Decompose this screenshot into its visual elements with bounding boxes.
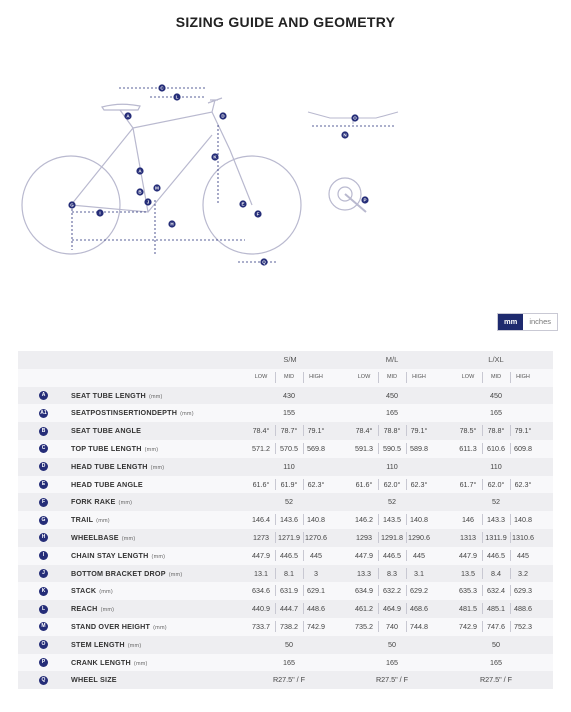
table-cell: 629.1: [307, 586, 325, 596]
row-letter-badge: D: [39, 462, 48, 471]
row-unit: (mm): [133, 660, 148, 667]
table-cell: 146: [462, 515, 474, 525]
table-cell: 78.7°: [280, 426, 298, 436]
table-cell: 110: [386, 461, 398, 471]
table-cell: 79.1°: [514, 426, 532, 436]
row-unit: (mm): [153, 624, 167, 631]
row-unit: (mm): [168, 571, 183, 578]
svg-text:O: O: [353, 115, 357, 121]
table-cell: 8.4: [491, 568, 501, 578]
table-cell: 146.4: [252, 515, 270, 525]
table-cell: 143.6: [280, 515, 298, 525]
table-cell: 79.1°: [410, 426, 428, 436]
table-cell: 1271.9: [278, 532, 300, 542]
svg-text:I: I: [99, 210, 101, 216]
table-cell: 140.8: [410, 515, 428, 525]
table-cell: 634.6: [252, 586, 270, 596]
table-cell: 3.1: [414, 568, 424, 578]
row-unit: (mm): [148, 393, 163, 400]
table-cell: 1313: [460, 532, 476, 542]
table-cell: 464.9: [383, 604, 401, 614]
row-letter-badge: G: [39, 516, 48, 525]
table-cell: 447.9: [252, 550, 270, 560]
table-cell: 165: [490, 408, 502, 418]
row-unit: (mm): [150, 464, 165, 471]
table-row: [18, 618, 553, 636]
table-cell: 13.1: [254, 568, 268, 578]
table-row: [18, 636, 553, 654]
table-cell: 609.8: [514, 443, 532, 453]
table-row: [18, 404, 553, 422]
table-cell: 143.3: [487, 515, 505, 525]
position-label: MID: [283, 373, 295, 380]
svg-text:M: M: [155, 185, 159, 191]
row-label-text: BOTTOM BRACKET DROP: [71, 568, 166, 578]
table-cell: 78.8°: [383, 426, 401, 436]
table-cell: 569.8: [307, 443, 325, 453]
table-cell: 629.2: [410, 586, 428, 596]
table-cell: 570.5: [280, 443, 298, 453]
saddle: [102, 104, 140, 110]
table-cell: 485.1: [487, 604, 505, 614]
table-cell: 445: [517, 550, 529, 560]
row-unit: (mm): [121, 535, 136, 542]
row-label-text: CHAIN STAY LENGTH: [71, 550, 149, 560]
position-label: LOW: [254, 373, 268, 380]
row-unit: (mm): [118, 500, 133, 507]
row-label-text: CRANK LENGTH: [71, 657, 131, 667]
table-cell: 78.4°: [252, 426, 270, 436]
row-unit: (mm): [144, 446, 159, 453]
table-cell: 447.9: [355, 550, 373, 560]
table-cell: 78.5°: [459, 426, 477, 436]
table-cell: 445: [413, 550, 425, 560]
table-cell: 110: [490, 461, 502, 471]
table-cell: 446.5: [280, 550, 298, 560]
table-cell: 165: [283, 657, 295, 667]
row-unit: (mm): [99, 589, 113, 596]
table-row: [18, 387, 553, 405]
table-cell: 481.5: [459, 604, 477, 614]
row-letter-badge: L: [39, 605, 48, 614]
table-cell: 446.5: [383, 550, 401, 560]
table-cell: R27.5" / F: [479, 675, 513, 685]
row-label-text: SEATPOSTINSERTIONDEPTH: [71, 408, 178, 418]
table-cell: 165: [386, 657, 398, 667]
row-letter-badge: E: [39, 480, 48, 489]
table-cell: 79.1°: [307, 426, 325, 436]
row-unit: (mm): [180, 411, 194, 418]
table-cell: 590.5: [383, 443, 401, 453]
table-cell: 61.6°: [355, 479, 373, 489]
row-letter-badge: P: [39, 658, 48, 667]
row-label-text: STEM LENGTH: [71, 639, 125, 649]
row-letter-badge: J: [39, 569, 48, 578]
table-cell: 62.3°: [307, 479, 325, 489]
table-cell: 468.6: [410, 604, 428, 614]
table-cell: 450: [490, 390, 502, 400]
row-label-text: REACH: [71, 604, 98, 614]
column-divider: [275, 372, 276, 383]
row-label: [71, 476, 143, 494]
table-cell: 740: [386, 621, 398, 631]
svg-text:B: B: [138, 189, 142, 195]
table-cell: 440.9: [252, 604, 270, 614]
table-cell: 3.2: [518, 568, 528, 578]
row-label: [71, 671, 117, 689]
row-label-text: HEAD TUBE LENGTH: [71, 461, 148, 471]
row-unit: (mm): [151, 553, 166, 560]
row-label-text: WHEEL SIZE: [71, 675, 117, 685]
table-cell: 747.6: [487, 621, 505, 631]
position-label: LOW: [461, 373, 475, 380]
svg-text:G: G: [70, 202, 74, 208]
row-letter-badge: K: [39, 587, 48, 596]
table-cell: 744.8: [410, 621, 428, 631]
svg-text:P: P: [363, 197, 367, 203]
svg-text:K: K: [213, 154, 217, 160]
table-cell: 62.3°: [410, 479, 428, 489]
table-cell: 1273: [253, 532, 269, 542]
table-row: [18, 422, 553, 440]
table-cell: 62.3°: [514, 479, 532, 489]
table-cell: 61.7°: [459, 479, 477, 489]
svg-text:L: L: [175, 94, 179, 100]
position-label: MID: [386, 373, 398, 380]
table-cell: 632.2: [383, 586, 401, 596]
table-cell: 110: [283, 461, 295, 471]
table-row: [18, 547, 553, 565]
row-unit: (mm): [100, 607, 115, 614]
size-column-header: L/XL: [488, 355, 504, 364]
table-cell: 447.9: [459, 550, 477, 560]
table-cell: 62.0°: [487, 479, 505, 489]
table-cell: 571.2: [252, 443, 270, 453]
table-cell: 13.5: [461, 568, 475, 578]
svg-text:D: D: [221, 113, 225, 119]
row-label-text: HEAD TUBE ANGLE: [71, 479, 143, 489]
table-cell: 52: [492, 497, 500, 507]
table-cell: 742.9: [459, 621, 477, 631]
unit-toggle: [497, 313, 558, 331]
row-label-text: SEAT TUBE ANGLE: [71, 426, 142, 436]
table-cell: 738.2: [280, 621, 298, 631]
table-cell: 155: [283, 408, 295, 418]
svg-text:A: A: [126, 113, 130, 119]
row-label: [71, 422, 141, 440]
position-label: HIGH: [516, 373, 530, 380]
row-letter-badge: B: [39, 427, 48, 436]
table-cell: 140.8: [307, 515, 325, 525]
table-cell: 61.6°: [252, 479, 270, 489]
table-cell: R27.5" / F: [272, 675, 306, 685]
table-cell: 1310.6: [512, 532, 534, 542]
table-cell: 446.5: [487, 550, 505, 560]
table-cell: 450: [386, 390, 398, 400]
table-row: [18, 511, 553, 529]
row-unit: (mm): [127, 642, 142, 649]
table-cell: 444.7: [280, 604, 298, 614]
table-cell: 611.3: [459, 443, 477, 453]
table-cell: 448.6: [307, 604, 325, 614]
table-cell: 591.3: [355, 443, 373, 453]
table-cell: 635.3: [459, 586, 477, 596]
table-cell: 461.2: [355, 604, 373, 614]
row-letter-badge: C: [39, 444, 48, 453]
row-letter-badge: F: [39, 498, 48, 507]
table-cell: 1293: [356, 532, 372, 542]
row-label-text: TOP TUBE LENGTH: [71, 443, 142, 453]
unit-mm-button[interactable]: mm: [498, 314, 523, 330]
table-cell: 8.1: [284, 568, 294, 578]
table-cell: 589.8: [410, 443, 428, 453]
table-row: [18, 565, 553, 583]
table-cell: 631.9: [280, 586, 298, 596]
table-cell: 1290.6: [408, 532, 430, 542]
svg-text:F: F: [256, 211, 260, 217]
svg-text:C: C: [160, 85, 164, 91]
table-cell: 752.3: [514, 621, 532, 631]
table-cell: 50: [388, 639, 396, 649]
table-cell: 1270.6: [305, 532, 327, 542]
table-cell: 629.3: [514, 586, 532, 596]
svg-text:E: E: [241, 201, 245, 207]
table-cell: 165: [386, 408, 398, 418]
table-cell: 62.0°: [383, 479, 401, 489]
svg-text:A: A: [138, 168, 142, 174]
row-label-text: FORK RAKE: [71, 497, 116, 507]
position-header-row: [18, 369, 553, 387]
row-letter-badge: A1: [40, 409, 47, 416]
table-cell: 50: [285, 639, 293, 649]
row-label-text: SEAT TUBE LENGTH: [71, 390, 146, 400]
table-cell: 488.6: [514, 604, 532, 614]
table-cell: 78.4°: [355, 426, 373, 436]
row-label-text: STACK: [71, 586, 97, 596]
table-cell: 430: [283, 390, 295, 400]
column-divider: [378, 372, 379, 383]
table-cell: 733.7: [252, 621, 270, 631]
table-cell: 610.6: [487, 443, 505, 453]
table-cell: 78.8°: [487, 426, 505, 436]
bike-geometry-diagram: [0, 0, 571, 310]
row-letter-badge: Q: [39, 676, 48, 685]
position-label: MID: [490, 373, 502, 380]
table-cell: 1291.8: [381, 532, 403, 542]
table-cell: 146.2: [355, 515, 373, 525]
row-letter-badge: O: [39, 640, 48, 649]
position-label: HIGH: [309, 373, 323, 380]
table-row: [18, 654, 553, 672]
size-column-header: M/L: [385, 355, 399, 364]
table-cell: 61.9°: [280, 479, 298, 489]
size-column-header: S/M: [283, 355, 297, 364]
row-letter-badge: A: [39, 391, 48, 400]
table-cell: 13.3: [357, 568, 371, 578]
table-cell: 52: [388, 497, 396, 507]
row-letter-badge: M: [39, 622, 48, 631]
unit-inches-button[interactable]: inches: [523, 314, 557, 330]
table-cell: 742.9: [307, 621, 325, 631]
page-title: SIZING GUIDE AND GEOMETRY: [175, 14, 396, 30]
position-label: LOW: [357, 373, 371, 380]
position-label: HIGH: [412, 373, 426, 380]
column-divider: [482, 372, 483, 383]
table-cell: 634.9: [355, 586, 373, 596]
table-cell: 143.5: [383, 515, 401, 525]
table-cell: 632.4: [487, 586, 505, 596]
table-cell: R27.5" / F: [375, 675, 409, 685]
table-cell: 50: [492, 639, 500, 649]
table-cell: 1311.9: [485, 532, 507, 542]
table-cell: 445: [310, 550, 322, 560]
table-cell: 140.8: [514, 515, 532, 525]
row-unit: (mm): [96, 518, 110, 525]
table-row: [18, 493, 553, 511]
svg-text:Q: Q: [262, 259, 266, 265]
row-letter-badge: I: [39, 551, 48, 560]
row-letter-badge: H: [39, 533, 48, 542]
table-cell: 8.3: [387, 568, 397, 578]
row-label-text: TRAIL: [71, 515, 94, 525]
table-row: [18, 440, 553, 458]
table-row: [18, 458, 553, 476]
row-label-text: STAND OVER HEIGHT: [71, 621, 151, 631]
table-cell: 165: [490, 657, 502, 667]
table-cell: 52: [285, 497, 293, 507]
table-row: [18, 476, 553, 494]
table-row: [18, 600, 553, 618]
table-row: [18, 671, 553, 689]
row-label-text: WHEELBASE: [71, 532, 119, 542]
table-row: [18, 529, 553, 547]
svg-text:H: H: [170, 221, 174, 227]
svg-text:N: N: [343, 132, 347, 138]
table-cell: 3: [314, 568, 318, 578]
table-row: [18, 582, 553, 600]
size-header-row: [18, 351, 553, 369]
table-cell: 735.2: [355, 621, 373, 631]
svg-text:J: J: [146, 199, 150, 205]
geometry-table: [18, 351, 553, 689]
